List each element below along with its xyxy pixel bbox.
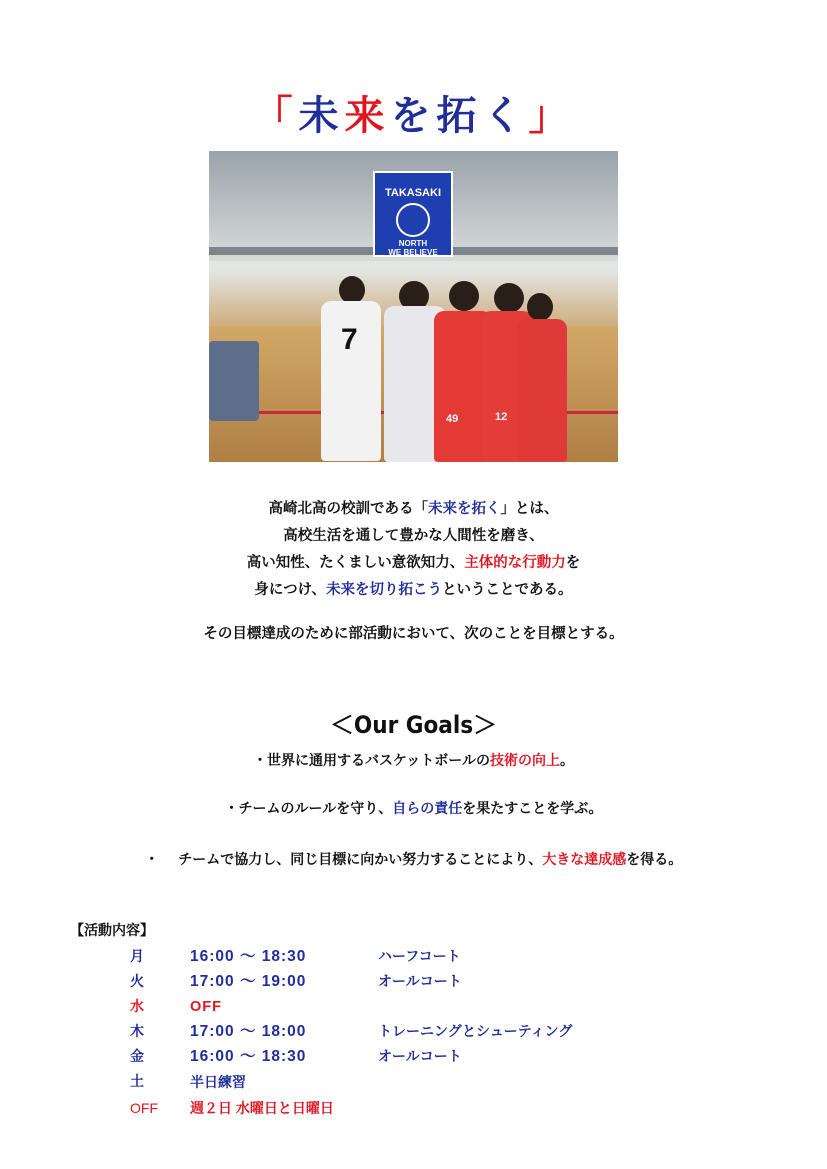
jersey-number: 49 (446, 413, 459, 425)
banner-text: NORTH (398, 239, 428, 248)
text: 高崎北高の校訓である「 (268, 501, 428, 517)
highlight-text: 自らの責任 (392, 801, 463, 817)
schedule-day: 火 (130, 974, 144, 990)
intro-line-5: その目標達成のために部活動において、次のことを目標とする。 (203, 626, 624, 642)
title-bracket-open: 「 (252, 92, 299, 139)
player (321, 301, 381, 461)
schedule-day: 木 (130, 1024, 144, 1040)
text: 高い知性、たくましい意欲知力、 (246, 555, 465, 571)
player-head (527, 293, 553, 321)
schedule-day: 土 (130, 1074, 144, 1090)
text: 。 (560, 753, 575, 769)
text: を果たすことを学ぶ。 (462, 801, 603, 817)
schedule-day: 月 (130, 949, 144, 965)
intro-line-1 (0, 496, 827, 523)
text: ・チームのルールを守り、 (224, 801, 393, 817)
banner-text: WE BELIEVE (388, 248, 438, 257)
highlight-text: 大きな達成感 (542, 852, 627, 868)
jersey-number: 7 (341, 323, 358, 356)
title-bracket-close: 」 (528, 92, 575, 139)
page-title (0, 84, 827, 141)
schedule-desc: トレーニングとシューティング (378, 1024, 573, 1040)
goals-heading: ＜Our Goals＞ (329, 711, 498, 739)
player-head (494, 283, 524, 313)
schedule-desc: ハーフコート (378, 949, 461, 965)
bench-chairs (209, 341, 259, 421)
intro-line-3 (0, 550, 827, 577)
intro-line-4 (0, 577, 827, 604)
goal-2 (0, 798, 827, 818)
schedule-time: 週２日 水曜日と日曜日 (190, 1100, 334, 1116)
intro-line-2: 高校生活を通して豊かな人間性を磨き、 (283, 528, 544, 544)
text: 」とは、 (500, 501, 559, 517)
schedule-day: 水 (130, 999, 144, 1015)
schedule-desc: オールコート (378, 974, 462, 990)
goal-1 (0, 750, 827, 770)
highlight-text: 未来を切り拓こう (326, 582, 443, 598)
jersey-number: 12 (495, 411, 508, 423)
schedule-time: OFF (190, 999, 222, 1015)
text: を得る。 (626, 852, 683, 868)
title-char: 未 (298, 92, 345, 139)
schedule-day: 金 (130, 1049, 144, 1065)
text: チームで協力し、同じ目標に向かい努力することにより、 (178, 852, 543, 868)
player (517, 319, 567, 462)
schedule-time: 半日練習 (190, 1074, 246, 1090)
schedule-desc: オールコート (378, 1049, 462, 1065)
schedule-time: 16:00 〜 18:30 (190, 1048, 307, 1065)
activity-heading: 【活動内容】 (70, 923, 154, 939)
bullet: ・ (144, 852, 159, 868)
schedule-day: OFF (130, 1100, 158, 1116)
player-head (339, 276, 365, 304)
banner-text: TAKASAKI (384, 187, 441, 199)
title-char: 来 (344, 92, 391, 139)
team-banner (373, 171, 453, 257)
schedule-time: 17:00 〜 18:00 (190, 1023, 307, 1040)
team-photo (209, 151, 618, 462)
highlight-text: 技術の向上 (490, 753, 561, 769)
schedule-time: 16:00 〜 18:30 (190, 948, 307, 965)
text: 身につけ、 (254, 582, 327, 598)
text: ということである。 (442, 582, 573, 598)
basketball-icon (396, 203, 430, 237)
goal-3 (0, 849, 827, 869)
highlight-text: 主体的な行動力 (464, 555, 566, 571)
title-char: を (390, 92, 437, 139)
title-char: 拓 (436, 92, 483, 139)
text: ・世界に通用するバスケットボールの (252, 753, 491, 769)
player-head (449, 281, 479, 311)
schedule-time: 17:00 〜 19:00 (190, 973, 307, 990)
text: を (565, 555, 581, 571)
highlight-text: 未来を拓く (428, 501, 501, 517)
title-char: く (482, 92, 529, 139)
